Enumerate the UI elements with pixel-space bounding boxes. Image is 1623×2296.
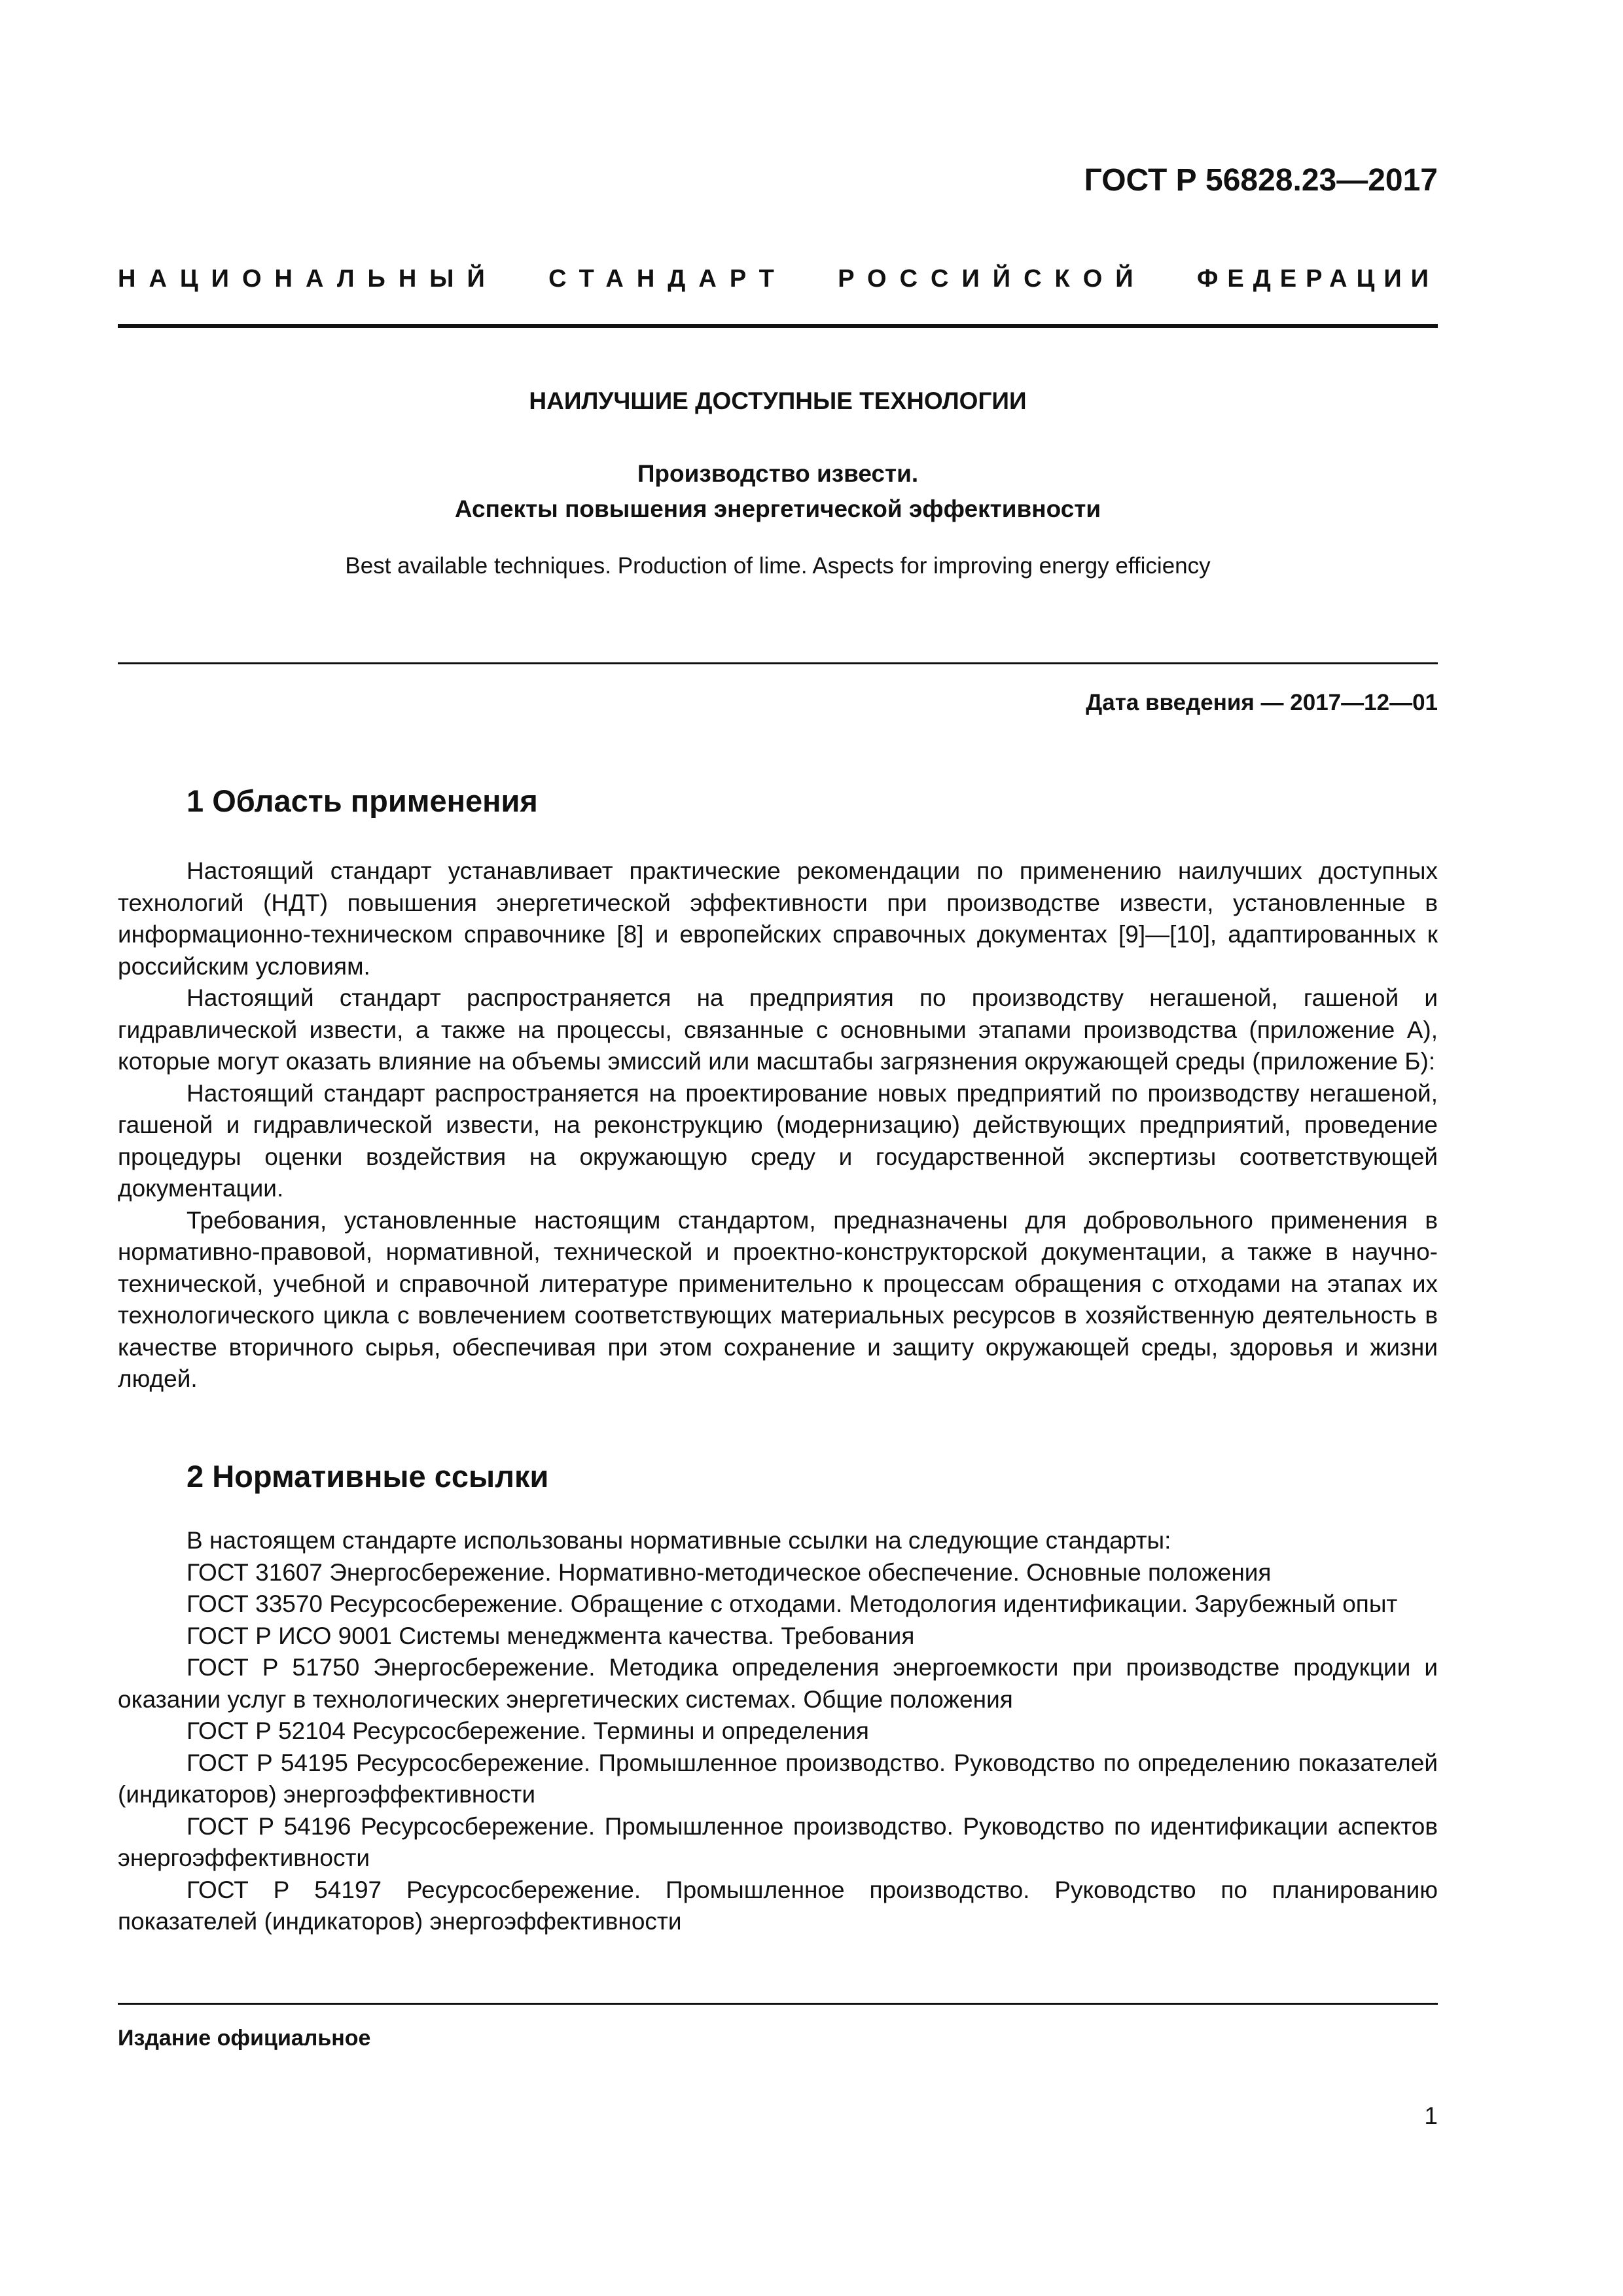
date-of-introduction: Дата введения — 2017—12—01 <box>1086 690 1438 715</box>
standard-designation: ГОСТ Р 56828.23—2017 <box>1084 163 1438 198</box>
section-heading-scope: 1 Область применения <box>187 783 538 818</box>
subtitle-line: Производство извести. <box>637 460 919 487</box>
reference-item: ГОСТ Р 52104 Ресурсосбережение. Термины и определения <box>187 1717 869 1744</box>
banner-word: РОССИЙСКОЙ <box>838 265 1147 293</box>
banner-word: ФЕДЕРАЦИИ <box>1196 265 1438 293</box>
paragraph: В настоящем стандарте использованы нормативные ссылки на следующие стандарты: <box>187 1527 1171 1554</box>
banner-word: НАЦИОНАЛЬНЫЙ <box>118 265 498 293</box>
header-divider <box>118 324 1438 328</box>
footer-divider <box>118 2003 1438 2005</box>
subtitle-line: Аспекты повышения энергетической эффективности <box>454 495 1101 522</box>
paragraph: Настоящий стандарт распространяется на проектирование новых предприятий по производству негашеной, гашеной и гидравлической извести, на реконструкцию (модернизацию) действующих предприятий, проведение процедуры оценки воздействия на окружающую среду и государственной экспертизы соответствующей документации. <box>118 1079 1438 1202</box>
document-title: НАИЛУЧШИЕ ДОСТУПНЫЕ ТЕХНОЛОГИИ <box>529 387 1027 414</box>
reference-item: ГОСТ Р 54197 Ресурсосбережение. Промышленное производство. Руководство по планированию показателей (индикаторов) энергоэффективности <box>118 1876 1438 1935</box>
section-heading-references: 2 Нормативные ссылки <box>187 1459 549 1494</box>
reference-item: ГОСТ 33570 Ресурсосбережение. Обращение с отходами. Методология идентификации. Зарубежный опыт <box>187 1590 1398 1617</box>
banner-word: СТАНДАРТ <box>548 265 787 293</box>
paragraph: Требования, установленные настоящим стандартом, предназначены для добровольного применения в нормативно-правовой, нормативной, технической и проектно-конструкторской документации, а также в научно-технической, учебной и справочной литературе применительно к процессам обращения с отходами на этапах их технологического цикла с вовлечением соответствующих материальных ресурсов в хозяйственную деятельность в качестве вторичного сырья, обеспечивая при этом сохранение и защиту окружающей среды, здоровья и жизни людей. <box>118 1206 1438 1392</box>
national-standard-banner <box>118 265 1438 293</box>
english-title: Best available techniques. Production of lime. Aspects for improving energy efficiency <box>345 553 1211 579</box>
reference-item: ГОСТ Р 54196 Ресурсосбережение. Промышленное производство. Руководство по идентификации аспектов энергоэффективности <box>118 1812 1438 1871</box>
section-scope-body <box>118 855 1438 1395</box>
reference-item: ГОСТ Р 51750 Энергосбережение. Методика определения энергоемкости при производстве продукции и оказании услуг в технологических энергетических системах. Общие положения <box>118 1654 1438 1713</box>
paragraph: Настоящий стандарт распространяется на предприятия по производству негашеной, гашеной и гидравлической извести, а также на процессы, связанные с основными этапами производства (приложение А), которые могут оказать влияние на объемы эмиссий или масштабы загрязнения окружающей среды (приложение Б): <box>118 984 1438 1075</box>
reference-item: ГОСТ Р ИСО 9001 Системы менеджмента качества. Требования <box>187 1622 915 1649</box>
section-references-body <box>118 1525 1438 1938</box>
title-block <box>118 387 1438 579</box>
paragraph: Настоящий стандарт устанавливает практические рекомендации по применению наилучших доступных технологий (НДТ) повышения энергетической эффективности при производстве извести, установленные в информационно-техническом справочнике [8] и европейских справочных документах [9]—[10], адаптированных к российским условиям. <box>118 857 1438 980</box>
reference-item: ГОСТ Р 54195 Ресурсосбережение. Промышленное производство. Руководство по определению показателей (индикаторов) энергоэффективности <box>118 1749 1438 1808</box>
document-subtitle <box>118 456 1438 527</box>
edition-label: Издание официальное <box>118 2026 371 2051</box>
page-number: 1 <box>1424 2102 1438 2129</box>
title-divider <box>118 662 1438 664</box>
reference-item: ГОСТ 31607 Энергосбережение. Нормативно-методическое обеспечение. Основные положения <box>187 1558 1272 1586</box>
